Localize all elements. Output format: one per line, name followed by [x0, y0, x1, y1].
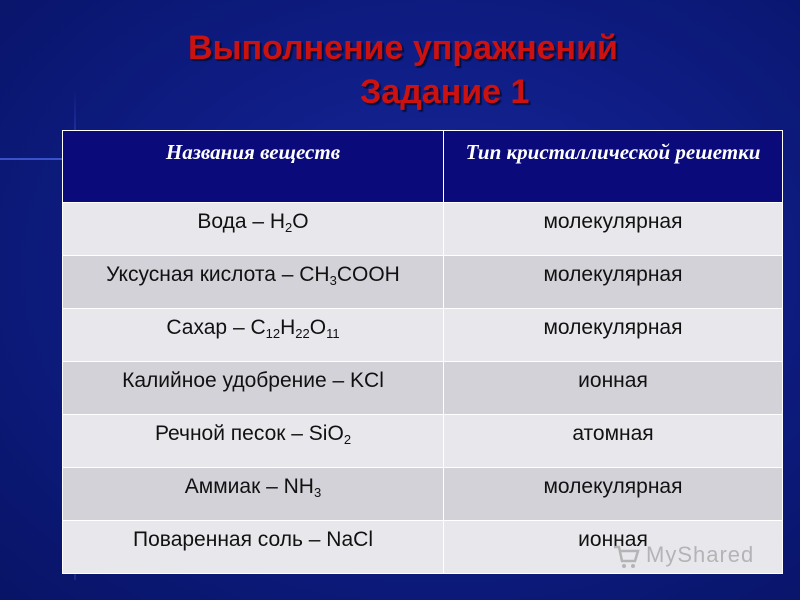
formula-subscript: 2	[285, 220, 293, 235]
table-row	[63, 309, 783, 362]
substance-name-cell	[63, 415, 444, 468]
substance-name-cell	[63, 256, 444, 309]
substance-name-cell	[63, 309, 444, 362]
substance-text: Аммиак – NH	[184, 475, 314, 498]
table-body	[63, 203, 783, 574]
table-row	[63, 468, 783, 521]
watermark	[612, 540, 772, 574]
lattice-type-cell: молекулярная	[444, 256, 783, 309]
formula-subscript: 3	[329, 273, 337, 288]
lattice-type-cell: молекулярная	[444, 309, 783, 362]
lattice-type-cell: молекулярная	[444, 203, 783, 256]
decorative-horizontal-line	[0, 158, 66, 160]
table-row	[63, 415, 783, 468]
table-row	[63, 203, 783, 256]
formula-subscript: 2	[343, 432, 352, 447]
formula-subscript: 22	[295, 326, 310, 341]
substance-name-cell	[63, 362, 444, 415]
substance-text: Вода – H	[197, 210, 286, 233]
substance-text: COOH	[336, 263, 400, 286]
formula-subscript: 11	[326, 326, 340, 341]
lattice-type-cell: атомная	[444, 415, 783, 468]
table-row	[63, 256, 783, 309]
substance-name-cell	[63, 521, 444, 574]
substance-text: O	[309, 316, 327, 339]
table-header-row	[63, 131, 783, 203]
header-lattice-type: Тип кристаллической решетки	[444, 131, 783, 203]
substance-text: O	[292, 210, 309, 233]
table-row	[63, 362, 783, 415]
substance-name-cell	[63, 203, 444, 256]
slide-title: Выполнение упражнений	[188, 29, 618, 67]
formula-subscript: 12	[265, 326, 281, 341]
substance-text: Калийное удобрение – KCl	[122, 369, 384, 392]
header-substance-names: Названия веществ	[63, 131, 444, 203]
substance-name-cell	[63, 468, 444, 521]
substance-text: Сахар – C	[166, 316, 266, 339]
substance-text: Речной песок – SiO	[154, 422, 344, 445]
lattice-type-cell: молекулярная	[444, 468, 783, 521]
slide-subtitle: Задание 1	[360, 73, 530, 111]
substance-text: Поваренная соль – NaCl	[133, 528, 373, 551]
cart-icon	[612, 542, 640, 570]
lattice-type-cell: ионная	[444, 362, 783, 415]
formula-subscript: 3	[313, 485, 322, 500]
substance-text: Уксусная кислота – CH	[106, 263, 330, 286]
substances-table	[62, 130, 783, 574]
substance-text: H	[280, 316, 296, 339]
lattice-type-cell: ионная	[444, 521, 783, 574]
watermark-text: MyShared	[646, 542, 755, 567]
